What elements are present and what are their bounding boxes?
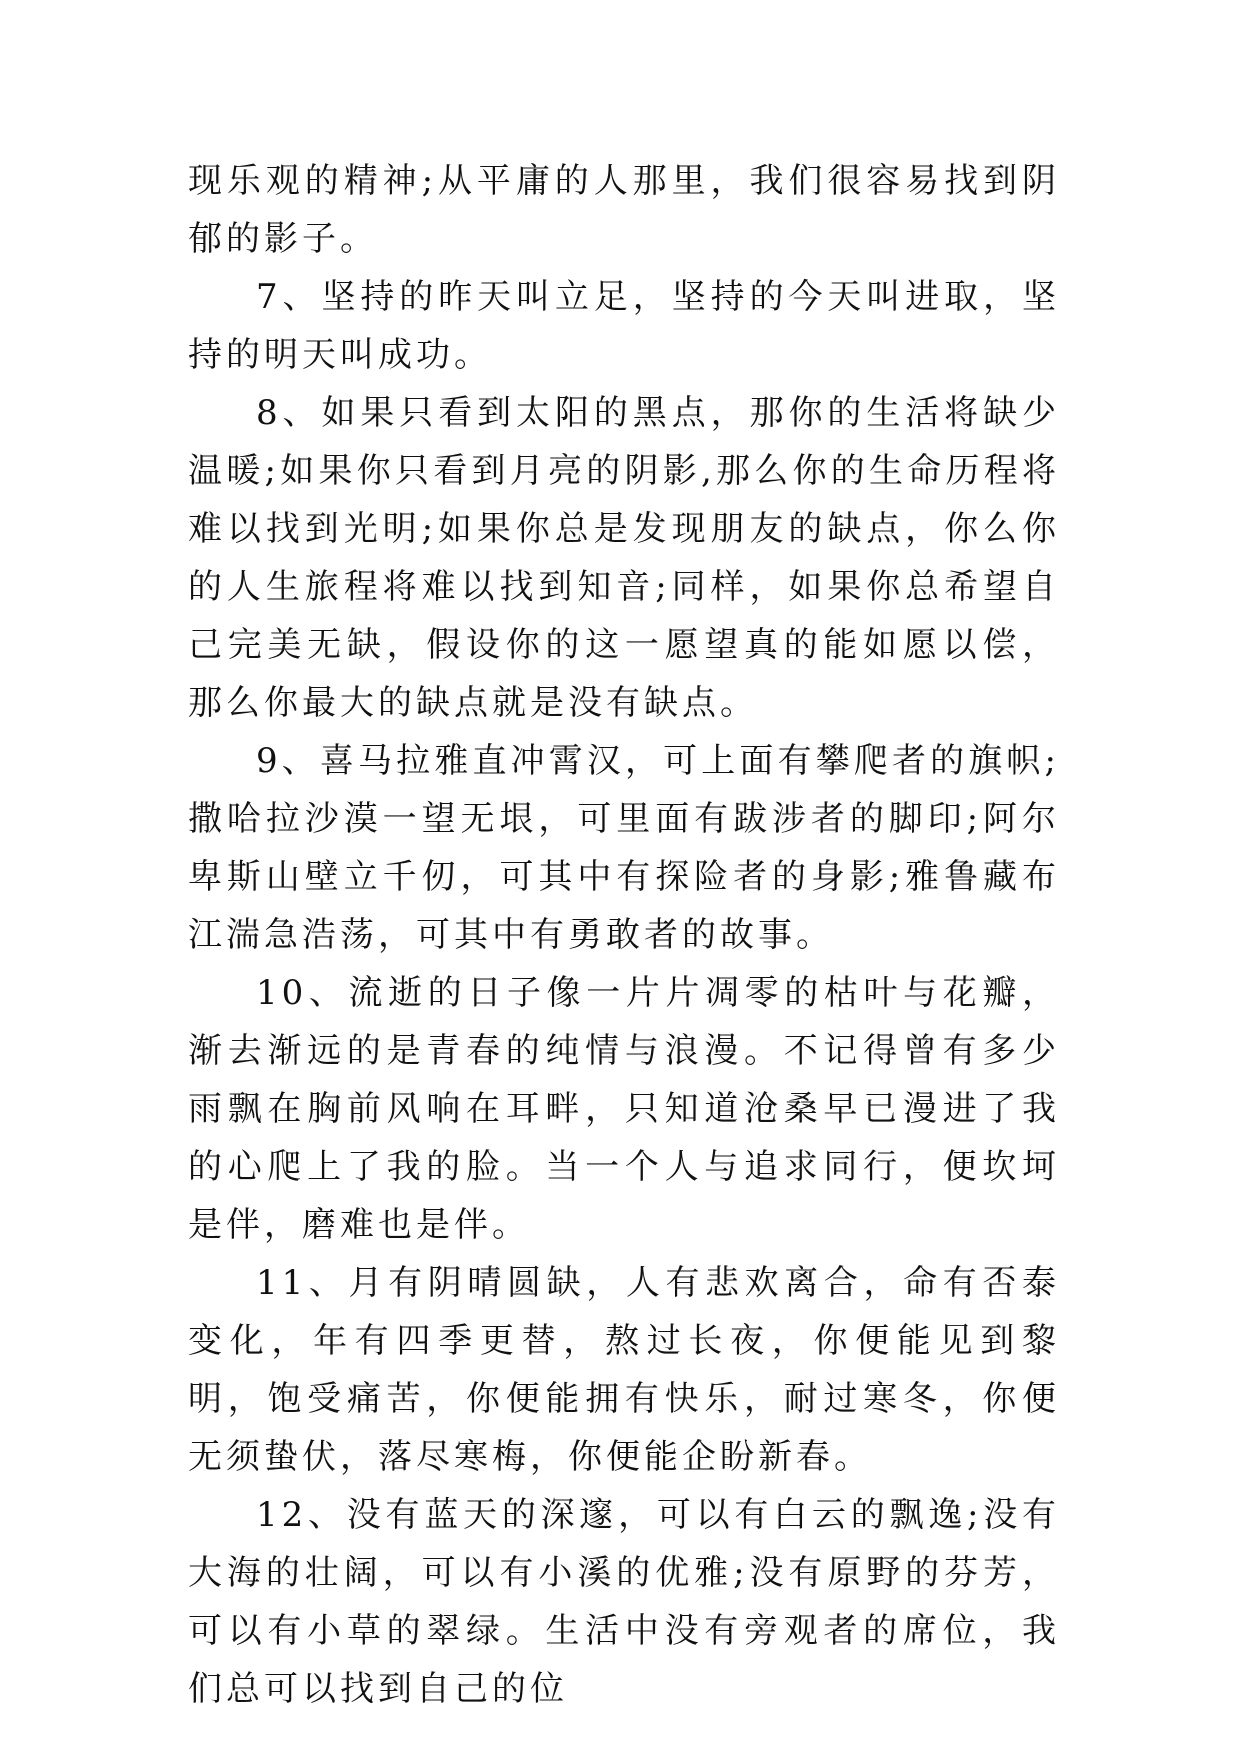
paragraph-item-7: 7、坚持的昨天叫立足，坚持的今天叫进取，坚持的明天叫成功。 bbox=[188, 277, 1060, 375]
paragraph-continuation: 现乐观的精神;从平庸的人那里，我们很容易找到阴郁的影子。 bbox=[188, 161, 1060, 259]
paragraph-item-10: 10、流逝的日子像一片片凋零的枯叶与花瓣，渐去渐远的是青春的纯情与浪漫。不记得曾有多少雨飘在胸前风响在耳畔，只知道沧桑早已漫进了我的心爬上了我的脸。当一个人与追求同行，便坎坷是伴，磨难也是伴。 bbox=[188, 973, 1060, 1245]
paragraph-item-12: 12、没有蓝天的深邃，可以有白云的飘逸;没有大海的壮阔，可以有小溪的优雅;没有原野的芬芳，可以有小草的翠绿。生活中没有旁观者的席位，我们总可以找到自己的位 bbox=[188, 1495, 1060, 1709]
paragraph-item-11: 11、月有阴晴圆缺，人有悲欢离合，命有否泰变化，年有四季更替，熬过长夜，你便能见到黎明，饱受痛苦，你便能拥有快乐，耐过寒冬，你便无须蛰伏，落尽寒梅，你便能企盼新春。 bbox=[188, 1263, 1060, 1477]
paragraph-item-9: 9、喜马拉雅直冲霄汉，可上面有攀爬者的旗帜;撒哈拉沙漠一望无垠，可里面有跋涉者的脚印;阿尔卑斯山壁立千仞，可其中有探险者的身影;雅鲁藏布江湍急浩荡，可其中有勇敢者的故事。 bbox=[188, 741, 1060, 955]
document-body bbox=[188, 152, 1060, 1718]
paragraph-item-8: 8、如果只看到太阳的黑点，那你的生活将缺少温暖;如果你只看到月亮的阴影,那么你的生命历程将难以找到光明;如果你总是发现朋友的缺点，你么你的人生旅程将难以找到知音;同样，如果你总希望自己完美无缺，假设你的这一愿望真的能如愿以偿，那么你最大的缺点就是没有缺点。 bbox=[188, 393, 1060, 723]
